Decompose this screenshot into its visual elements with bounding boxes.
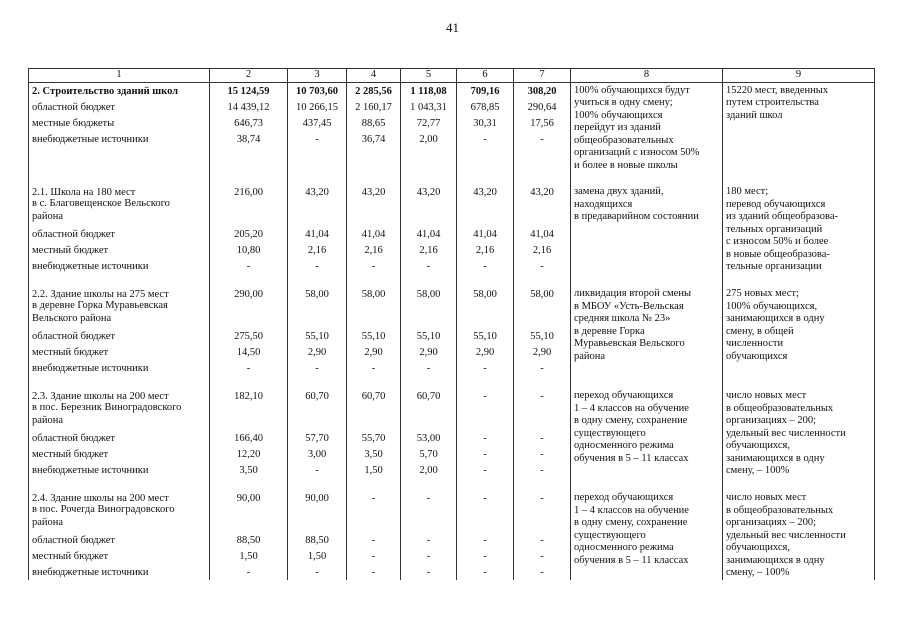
funding-value: - (371, 535, 376, 546)
value-cell (288, 82, 347, 172)
funding-value: 55,10 (530, 331, 554, 342)
expected-result-cell (571, 388, 723, 478)
funding-value: 166,40 (234, 433, 263, 444)
value-cell (401, 286, 457, 376)
funding-value: 5,70 (419, 449, 438, 460)
funding-value: - (540, 551, 544, 562)
item-title: Вельского района (32, 313, 112, 324)
funding-value: - (483, 535, 487, 546)
funding-value: 55,10 (416, 331, 441, 342)
funding-value: 2,90 (475, 347, 495, 358)
expected-result-cell (571, 286, 723, 376)
funding-value: 17,56 (530, 117, 554, 129)
expected-result-text: переход обучающихся 1 – 4 классов на обучение в одну смену, сохранение существующего односменного режима обучения в 5 – 11 классах (574, 492, 689, 566)
funding-source-label: местный бюджет (32, 551, 109, 562)
column-header: 7 (514, 69, 571, 83)
indicator-text: число новых мест в общеобразовательных организациях – 200; удельный вес численности обучающихся, занимающихся в одну смену, – 100% (726, 492, 846, 578)
value-cell (347, 184, 401, 274)
funding-value: - (540, 535, 544, 546)
total-value: 58,00 (305, 289, 329, 299)
funding-value: - (371, 261, 376, 272)
funding-value: 30,31 (473, 117, 497, 129)
funding-value: - (246, 261, 251, 272)
value-cell (288, 184, 347, 274)
funding-value: - (371, 567, 376, 578)
value-cell (457, 286, 514, 376)
funding-value: 1,50 (307, 551, 327, 562)
funding-value: 12,20 (236, 449, 261, 460)
value-cell (514, 286, 571, 376)
funding-value: 10 266,15 (296, 101, 338, 113)
indicator-text: 275 новых мест; 100% обучающихся, занимающихся в одну смену, в общей численности обучающихся (726, 288, 825, 362)
column-header: 3 (288, 69, 347, 83)
table-row (29, 82, 875, 172)
value-cell (457, 184, 514, 274)
funding-source-label: областной бюджет (32, 101, 115, 113)
total-value: 60,70 (305, 391, 329, 401)
funding-value: 3,50 (239, 465, 258, 476)
funding-value: 2,00 (419, 465, 438, 476)
total-value: 90,00 (236, 493, 261, 503)
column-header: 8 (571, 69, 723, 83)
value-cell (347, 82, 401, 172)
funding-source-label: местный бюджет (32, 245, 109, 256)
funding-value: 2,90 (307, 347, 327, 358)
item-title: 2.2. Здание школы на 275 мест (32, 289, 169, 299)
total-value: 60,70 (361, 391, 386, 401)
funding-value: 55,10 (473, 331, 497, 342)
funding-value: 3,00 (307, 449, 327, 460)
funding-value: 10,80 (236, 245, 261, 256)
total-value: 58,00 (361, 289, 386, 299)
table-row (29, 184, 875, 274)
funding-value: - (426, 567, 431, 578)
funding-value: 1,50 (239, 551, 258, 562)
total-value: 216,00 (234, 187, 263, 197)
funding-value: 55,10 (305, 331, 329, 342)
funding-source-label: внебюджетные источники (32, 363, 149, 374)
indicator-text: 180 мест; перевод обучающихся из зданий общеобразова- тельных организаций с износом 50% и более в новые общеобразова- тельные организации (726, 186, 838, 272)
item-name-cell (29, 388, 210, 478)
funding-source-label: местный бюджет (32, 347, 109, 358)
value-cell (210, 286, 288, 376)
funding-value: - (426, 535, 431, 546)
total-value: 2 285,56 (355, 85, 392, 97)
funding-value: - (483, 449, 487, 460)
total-value: - (371, 493, 376, 503)
item-title: района (32, 415, 64, 426)
indicator-cell (723, 490, 875, 580)
total-value: 1 118,08 (410, 85, 447, 97)
funding-value: - (246, 363, 251, 374)
item-name-cell (29, 184, 210, 274)
table-row (29, 490, 875, 580)
table-row (29, 286, 875, 376)
value-cell (457, 490, 514, 580)
funding-value: 2,00 (419, 133, 438, 145)
indicator-cell (723, 286, 875, 376)
funding-value: 57,70 (305, 433, 329, 444)
funding-value: 38,74 (236, 133, 261, 145)
value-cell (210, 388, 288, 478)
funding-value: - (483, 363, 487, 374)
indicator-text: число новых мест в общеобразовательных организациях – 200; удельный вес численности обучающихся, занимающихся в одну смену, – 100% (726, 390, 846, 476)
table-row (29, 388, 875, 478)
total-value: 15 124,59 (227, 85, 270, 97)
funding-value: 36,74 (361, 133, 386, 145)
total-value: - (483, 391, 487, 401)
expected-result-cell (571, 184, 723, 274)
column-header: 1 (29, 69, 210, 83)
item-title: 2.3. Здание школы на 200 мест (32, 391, 169, 401)
indicator-cell (723, 388, 875, 478)
total-value: 10 703,60 (296, 85, 338, 97)
funding-value: - (426, 363, 431, 374)
column-header: 2 (210, 69, 288, 83)
funding-source-label: областной бюджет (32, 331, 115, 342)
value-cell (514, 82, 571, 172)
total-value: 58,00 (416, 289, 441, 299)
expected-result-text: ликвидация второй смены в МБОУ «Усть-Вельская средняя школа № 23» в деревне Горка Муравьевская Вельского района (574, 288, 692, 362)
funding-value: - (540, 567, 544, 578)
funding-value: 41,04 (416, 229, 441, 240)
value-cell (401, 490, 457, 580)
funding-source-label: местный бюджет (32, 449, 109, 460)
expected-result-cell (571, 490, 723, 580)
funding-value: - (483, 261, 487, 272)
funding-value: - (540, 133, 544, 145)
funding-source-label: областной бюджет (32, 229, 115, 240)
funding-value: 55,10 (361, 331, 386, 342)
funding-value: 41,04 (361, 229, 386, 240)
funding-value: 41,04 (473, 229, 497, 240)
total-value: 90,00 (305, 493, 329, 503)
funding-value: 2,16 (364, 245, 383, 256)
item-title: в с. Благовещенское Вельского (32, 198, 170, 209)
item-title: в деревне Горка Муравьевская (32, 300, 168, 311)
funding-source-label: местные бюджеты (32, 117, 115, 129)
indicator-cell (723, 82, 875, 172)
funding-value: - (426, 261, 431, 272)
item-name-cell (29, 286, 210, 376)
value-cell (457, 388, 514, 478)
block-spacer (29, 376, 875, 388)
indicator-text: 15220 мест, введенных путем строительства зданий школ (726, 84, 829, 121)
value-cell (210, 184, 288, 274)
total-value: - (540, 493, 544, 503)
funding-source-label: внебюджетные источники (32, 567, 149, 578)
total-value: 709,16 (470, 85, 500, 97)
value-cell (401, 388, 457, 478)
funding-value: 1 043,31 (410, 101, 447, 113)
funding-value: - (483, 551, 487, 562)
value-cell (514, 184, 571, 274)
value-cell (347, 286, 401, 376)
expected-result-text: переход обучающихся 1 – 4 классов на обучение в одну смену, сохранение существующего односменного режима обучения в 5 – 11 классах (574, 390, 689, 464)
total-value: 43,20 (530, 187, 554, 197)
funding-value: 2,90 (419, 347, 438, 358)
funding-value: 2,16 (475, 245, 495, 256)
value-cell (288, 388, 347, 478)
column-header: 4 (347, 69, 401, 83)
value-cell (514, 388, 571, 478)
value-cell (401, 82, 457, 172)
funding-value: 2,16 (307, 245, 327, 256)
column-header: 5 (401, 69, 457, 83)
program-table (28, 68, 875, 580)
total-value: 308,20 (527, 85, 557, 97)
column-header: 6 (457, 69, 514, 83)
block-spacer (29, 172, 875, 184)
funding-value: 290,64 (527, 101, 557, 113)
table-body (29, 82, 875, 580)
value-cell (457, 82, 514, 172)
funding-value: 2,16 (532, 245, 552, 256)
item-title: в пос. Березник Виноградовского (32, 402, 182, 413)
item-title: в пос. Рочегда Виноградовского (32, 504, 175, 515)
total-value: 43,20 (361, 187, 386, 197)
funding-value: - (371, 551, 376, 562)
funding-value: 437,45 (302, 117, 332, 129)
total-value: 58,00 (473, 289, 497, 299)
funding-value: - (315, 567, 319, 578)
funding-source-label: областной бюджет (32, 535, 115, 546)
total-value: 43,20 (473, 187, 497, 197)
column-number-row (29, 69, 875, 83)
funding-value: - (540, 465, 544, 476)
total-value: 290,00 (234, 289, 263, 299)
item-name-cell (29, 82, 210, 172)
item-name-cell (29, 490, 210, 580)
expected-result-text: 100% обучающихся будут учиться в одну смену; 100% обучающихся перейдут из зданий общеобразовательных организаций с износом 50% и более в новые школы (574, 84, 700, 171)
item-title: района (32, 517, 64, 528)
total-value: 182,10 (234, 391, 263, 401)
funding-value: - (540, 433, 544, 444)
funding-value: 646,73 (234, 117, 263, 129)
value-cell (401, 184, 457, 274)
total-value: - (483, 493, 487, 503)
value-cell (210, 82, 288, 172)
funding-value: 2,90 (364, 347, 383, 358)
funding-value: 14,50 (236, 347, 261, 358)
funding-value: 53,00 (416, 433, 441, 444)
funding-value: 41,04 (530, 229, 554, 240)
funding-value: - (426, 551, 431, 562)
funding-value: 2,90 (532, 347, 552, 358)
funding-source-label: внебюджетные источники (32, 465, 149, 476)
page-number: 41 (446, 20, 459, 35)
funding-value: - (315, 261, 319, 272)
funding-value: - (315, 363, 319, 374)
item-title: района (32, 211, 64, 222)
funding-value: 275,50 (234, 331, 263, 342)
funding-value: 41,04 (305, 229, 329, 240)
total-value: 60,70 (416, 391, 441, 401)
funding-value: 88,50 (236, 535, 261, 546)
funding-value: 55,70 (361, 433, 386, 444)
funding-value: 678,85 (470, 101, 500, 113)
funding-value: - (483, 433, 487, 444)
funding-value: - (315, 465, 319, 476)
funding-value: - (246, 567, 251, 578)
total-value: - (426, 493, 431, 503)
value-cell (347, 490, 401, 580)
funding-value: - (483, 567, 487, 578)
total-value: 43,20 (416, 187, 441, 197)
funding-value: - (315, 133, 319, 145)
funding-value: - (483, 133, 487, 145)
block-spacer (29, 274, 875, 286)
funding-value: - (540, 449, 544, 460)
funding-value: 2,16 (419, 245, 438, 256)
value-cell (210, 490, 288, 580)
funding-value: 2 160,17 (355, 101, 392, 113)
item-title: 2. Строительство зданий школ (32, 85, 179, 97)
total-value: 58,00 (530, 289, 554, 299)
value-cell (288, 286, 347, 376)
expected-result-text: замена двух зданий, находящихся в предаварийном состоянии (574, 186, 699, 222)
funding-value: - (540, 363, 544, 374)
indicator-cell (723, 184, 875, 274)
funding-source-label: областной бюджет (32, 433, 115, 444)
funding-value: 88,65 (361, 117, 386, 129)
funding-value: 88,50 (305, 535, 329, 546)
funding-value: - (483, 465, 487, 476)
item-title: 2.1. Школа на 180 мест (32, 187, 136, 197)
funding-value: 14 439,12 (227, 101, 270, 113)
funding-source-label: внебюджетные источники (32, 133, 149, 145)
total-value: - (540, 391, 544, 401)
expected-result-cell (571, 82, 723, 172)
value-cell (347, 388, 401, 478)
funding-value: - (540, 261, 544, 272)
column-header: 9 (723, 69, 875, 83)
funding-source-label: внебюджетные источники (32, 261, 149, 272)
block-spacer (29, 478, 875, 490)
total-value: 43,20 (305, 187, 329, 197)
funding-value: 1,50 (364, 465, 383, 476)
item-title: 2.4. Здание школы на 200 мест (32, 493, 169, 503)
funding-value: - (371, 363, 376, 374)
funding-value: 72,77 (416, 117, 441, 129)
value-cell (288, 490, 347, 580)
funding-value: 205,20 (234, 229, 263, 240)
funding-value: 3,50 (364, 449, 383, 460)
value-cell (514, 490, 571, 580)
